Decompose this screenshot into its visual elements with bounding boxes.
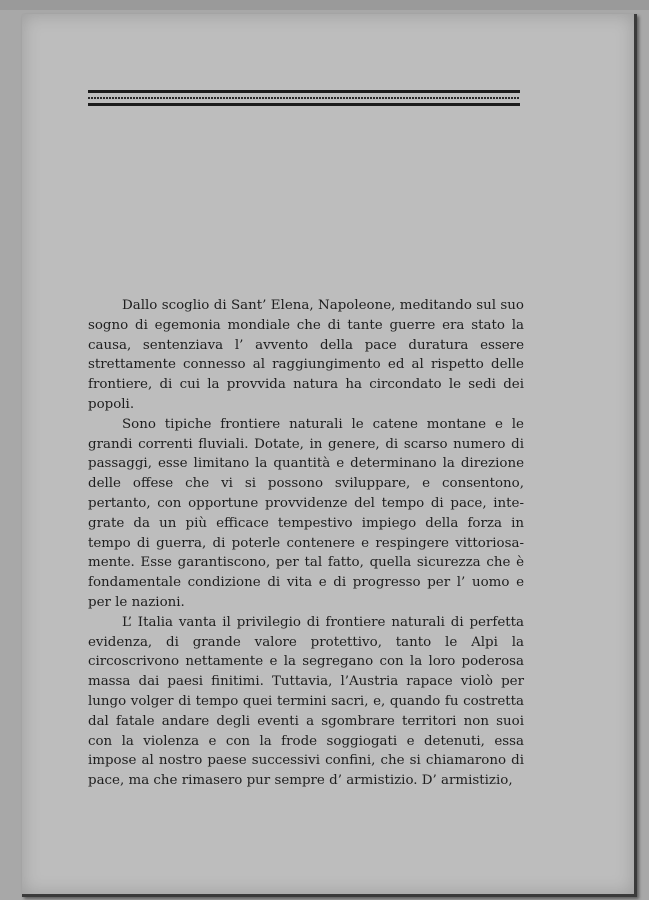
paragraph: Sono tipiche frontiere naturali le catene montane e le grandi correnti fluviali. Dotate, in genere, di scarso numero di passaggi, esse limitano la quantità e determinano la direzione delle offese che vi si possono sviluppare, e consentono, pertanto, con opportune provvidenze del tempo di pace, integrate da un più efficace tempestivo impiego della forza in tempo di guerra, di poterle contenere e respingere vittoriosamente. Esse garantiscono, per tal fatto, quella sicurezza che è fondamentale condizione di vita e di progresso per l’ uomo e per le nazioni. (88, 416, 524, 610)
body-text (88, 296, 524, 791)
document-page (22, 14, 637, 897)
header-rule-bottom (88, 103, 520, 106)
paragraph: L’ Italia vanta il privilegio di frontiere naturali di perfetta evidenza, di grande valore protettivo, tanto le Alpi la circoscrivono nettamente e la segregano con la loro poderosa massa dai paesi finitimi. Tuttavia, l’Austria rapace violò per lungo volger di tempo quei termini sacri, e, quando fu costretta dal fatale andare degli eventi a sgombrare territori non suoi con la violenza e con la frode soggiogati e detenuti, essa impose al nostro paese successivi confini, che si chiamarono di pace, ma che rimasero pur sempre d’ armistizio. D’ armistizio, (88, 614, 524, 789)
header-rule-top (88, 90, 520, 93)
paragraph: Dallo scoglio di Sant’ Elena, Napoleone, meditando sul suo sogno di egemonia mondiale che di tante guerre era stato la causa, sentenziava l’ avvento della pace duratura essere strettamente connesso al raggiungimento ed al rispetto delle frontiere, di cui la provvida natura ha circondato le sedi dei popoli. (88, 298, 524, 412)
header-rule-dotted (88, 97, 520, 99)
